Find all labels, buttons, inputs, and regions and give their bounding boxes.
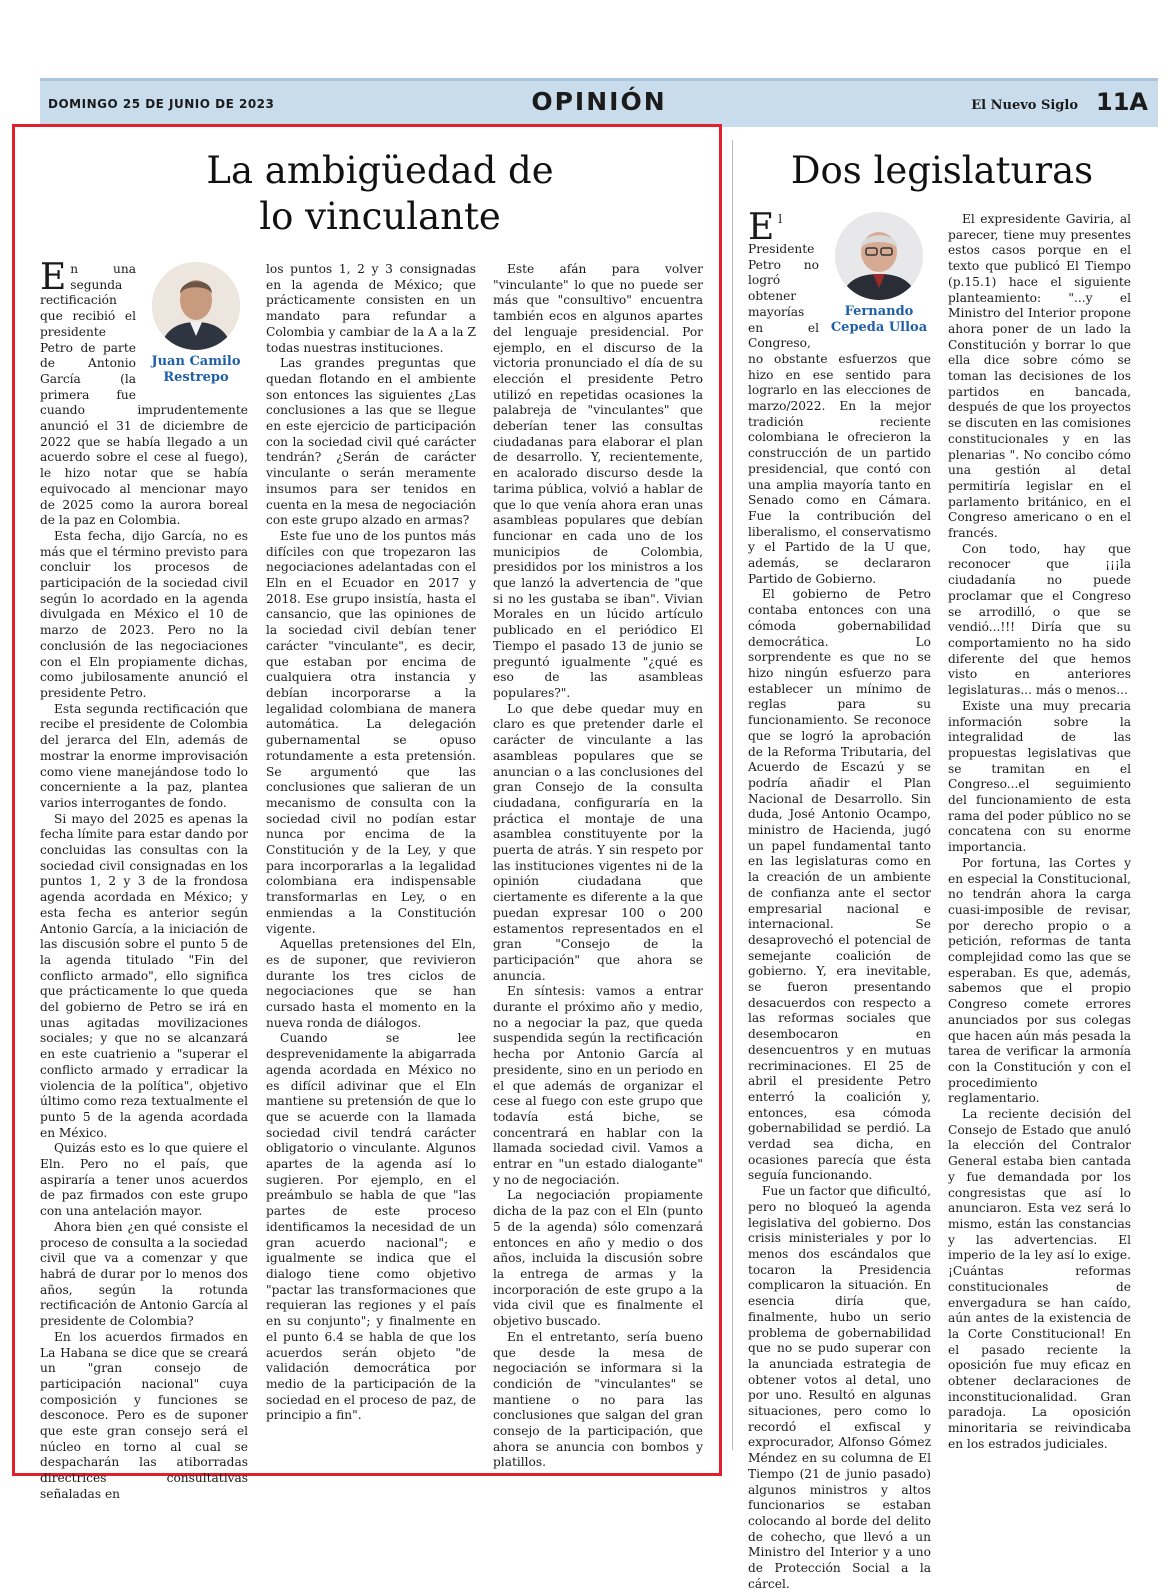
article1-title-line2: lo vinculante <box>259 195 501 239</box>
page-header-banner <box>40 78 1158 127</box>
article2-author-box <box>827 212 931 336</box>
article1-paragraph: Las grandes preguntas que quedan flotando en el ambiente son entonces las siguientes ¿Las conclusiones a las que se llegue en este ejercicio de participación con la sociedad civil qué carácter tendrán? ¿Serán de carácter vinculante o serán meramente insumos para ser tenidos en cuenta en la mesa de negociación con este grupo alzado en armas? <box>266 356 476 528</box>
article2-paragraph: La reciente decisión del Consejo de Estado que anuló la elección del Contralor General estaba bien cantada y fue demandada por los congresistas que así lo anunciaron. Esta vez será lo mismo, están las constancias y las advertencias. El imperio de la ley así lo exige. ¡Cuántas reformas constitucionales de envergadura se han caído, aún antes de la existencia de la Corte Constitucional! En el pasado reciente la oposición fue muy eficaz en obtener declaraciones de inconstitucionalidad. Gran paradoja. La oposición minoritaria se reivindicaba en los estrados judiciales. <box>948 1107 1131 1451</box>
dropcap: E <box>748 207 775 248</box>
article2-author-name: Fernando Cepeda Ulloa <box>830 304 928 335</box>
article1-column-3 <box>493 262 703 1471</box>
article1-paragraph: Este fue uno de los puntos más difíciles con que tropezaron las negociaciones adelantadas con el Eln en el Ecuador en 2017 y 2018. Ese grupo insistía, hasta el cansancio, que las opiniones de la sociedad civil debían tener carácter "vinculante", es decir, que estaban por encima de cualquiera otra instancia y debían incorporarse a la legalidad colombiana de manera automática. La delegación gubernamental se opuso rotundamente a esta pretensión. Se argumentó que las conclusiones que salieran de un mecanismo de consulta con la sociedad civil no podían estar nunca por encima de la Constitución y de la Ley, y que para incorporarlas a la legalidad colombiana era indispensable transformarlas en Ley, o en enmiendas a la Constitución vigente. <box>266 528 476 936</box>
article1-paragraph: Este afán para volver "vinculante" lo que no puede ser más que "consultivo" encuentra también ecos en algunos apartes del lenguaje presidencial. Por ejemplo, en el discurso de la victoria pronunciado el día de su elección el presidente Petro utilizó en repetidas ocasiones la palabreja de "vinculantes" que deberían tener las consultas ciudadanas para elaborar el plan de desarrollo. Y, recientemente, en acalorado discurso desde la tarima pública, volvió a hablar de que lo que venía ahora eran unas asambleas populares que debían funcionar en cada uno de los municipios de Colombia, presididos por los ministros a los que lanzó la advertencia de "que si no les gustaba se iban". Vivian Morales en un lúcido artículo publicado en el periódico El Tiempo el pasado 13 de junio se preguntó igualmente "¿qué es eso de las asambleas populares?". <box>493 262 703 700</box>
section-title: OPINIÓN <box>531 87 667 116</box>
column-divider <box>732 140 733 1450</box>
article2-paragraph: Fue un factor que dificultó, pero no bloqueó la agenda legislativa del gobierno. Dos crisis ministeriales y por lo menos dos escándalos que tocaron la Presidencia complicaron la situación. En esencia diría que, finalmente, hubo un serio problema de gobernabilidad que no se pudo superar con la anunciada estrategia de obtener votos al detal, uno por uno. Resultó en algunas situaciones, pero como lo recordó el exfiscal y exprocurador, Alfonso Gómez Méndez en su columna de El Tiempo (21 de junio pasado) algunos ministros y altos funcionarios se estaban colocando al borde del delito de cohecho, que llevó a un Ministro del Interior y a uno de Protección Social a la cárcel. <box>748 1184 931 1591</box>
article2-paragraph: El Presidente Petro no logró obtener mayorías en el Congreso, no obstante esfuerzos que hizo en ese sentido para lograrlo en las elecciones de marzo/2022. En la mejor tradición reciente colombiana le ofrecieron la construcción de un partido presidencial, que contó con una amplia mayoría tanto en Senado como en Cámara. Fue la contribución del liberalismo, el conservatismo y el Partido de la U que, además, se declararon Partido de Gobierno. <box>748 207 931 586</box>
article1-paragraph: Esta fecha, dijo García, no es más que el término previsto para concluir los procesos de participación de la sociedad civil según lo acordado en la agenda divulgada en México el 10 de marzo de 2023. Pero no la conclusión de las negociaciones con el Eln propiamente dichas, como jubilosamente anunció el presidente Petro. <box>40 528 248 700</box>
article2-paragraph: Por fortuna, las Cortes y en especial la Constitucional, no tendrán ahora la carga cuasi-imposible de revisar, por derecho propio o a petición, reformas de tanta complejidad como las que se esperaban. Es que, además, sabemos que el propio Congreso comete errores anunciados por sus colegas que hacen aún más pesada la tarea de verificar la armonía con la Constitución y con el procedimiento reglamentario. <box>948 855 1131 1106</box>
article1-paragraph: En síntesis: vamos a entrar durante el próximo año y medio, no a negociar la paz, que queda suspendida según la rectificación hecha por Antonio García al presidente, sino en un periodo en el que además de organizar el cese al fuego con este grupo que todavía está biche, se concentrará en hablar con la llamada sociedad civil. Vamos a entrar en "un estado dialogante" y no de negociación. <box>493 984 703 1187</box>
article2-paragraph: Existe una muy precaria información sobre la integralidad de las propuestas legislativas que se tramitan en el Congreso...el seguimiento del funcionamiento de esta rama del poder público no se concatena con su enorme importancia. <box>948 698 1131 855</box>
article1-column-2 <box>266 262 476 1424</box>
article1-paragraph: Aquellas pretensiones del Eln, es de suponer, que revivieron durante los tres ciclos de negociaciones que se han cursado hasta el momento en la nueva ronda de diálogos. <box>266 937 476 1030</box>
article1-paragraph: Ahora bien ¿en qué consiste el proceso de consulta a la sociedad civil que va a comenzar y que habrá de durar por lo menos dos años, según la rotunda rectificación de Antonio García al presidente de Colombia? <box>40 1219 248 1329</box>
article1-paragraph: Esta segunda rectificación que recibe el presidente de Colombia del jerarca del Eln, además de mostrar la enorme improvisación como viene manejándose todo lo concerniente a la paz, plantea varios interrogantes de fondo. <box>40 701 248 810</box>
article2-title: Dos legislaturas <box>790 149 1094 192</box>
article1-author-box <box>144 262 248 386</box>
article2-paragraph: El gobierno de Petro contaba entonces con una cómoda gobernabilidad democrática. Lo sorprendente es que no se hizo ningún esfuerzo para establecer un mínimo de reglas para su funcionamiento. Se reconoce que se logró la aprobación de la Reforma Tributaria, del Acuerdo de Escazú y se podría añadir el Plan Nacional de Desarrollo. Sin duda, José Antonio Ocampo, ministro de Hacienda, jugó un papel fundamental tanto en las legislaturas como en la creación de un ambiente de confianza ante el sector empresarial nacional e internacional. Se desaprovechó el potencial de semejante coalición de gobierno. Y, era inevitable, se fueron presentando desacuerdos con respecto a las reformas sociales que desembocaron en desencuentros y en mutuas recriminaciones. El 25 de abril el presidente Petro enterró la coalición y, entonces, esa cómoda gobernabilidad se perdió. La verdad sea dicha, en ocasiones parecía que ésta seguía funcionando. <box>748 587 931 1183</box>
author-portrait-icon <box>152 262 240 350</box>
article2-author-photo <box>835 212 923 300</box>
article1-title <box>40 148 720 241</box>
dropcap: E <box>40 257 67 298</box>
article2-paragraph: El expresidente Gaviria, al parecer, tiene muy presentes estos casos porque en el texto que publicó El Tiempo (p.15.1) hace el siguiente planteamiento: "...y el Ministro del Interior propone ahora poner de un lado la Constitución y borrar lo que ella dice sobre cómo se toman las decisiones de los partidos en bancada, después de que los proyectos se discuten en las comisiones constitucionales y en las plenarias ". No concibo cómo una gestión al detal permitiría legislar en el parlamento británico, en el Congreso americano o en el francés. <box>948 212 1131 541</box>
article2-column-1 <box>748 207 931 1592</box>
article1-paragraph: Quizás esto es lo que quiere el Eln. Pero no el país, que aspiraría a tener unos acuerdos de paz firmados con este grupo con una antelación mayor. <box>40 1141 248 1219</box>
article1-paragraph: Si mayo del 2025 es apenas la fecha límite para estar dando por concluidas las consultas con la sociedad civil consignadas en los puntos 1, 2 y 3 de la frondosa agenda acordada en México; y esta fecha es anterior según Antonio García, a la iniciación de las discusión sobre el punto 5 de la agenda titulado "Fin del conflicto armado", ello significa que prácticamente lo que queda del gobierno de Petro se irá en unas agitadas movilizaciones sociales; y que no se alcanzará en este cuatrienio a "superar el conflicto armado y erradicar la violencia de la política", objetivo último como reza textualmente el punto 5 de la agenda acordada en México. <box>40 811 248 1140</box>
article1-column-1 <box>40 257 248 1503</box>
edition-date: DOMINGO 25 DE JUNIO DE 2023 <box>48 97 275 111</box>
publication-name: El Nuevo Siglo <box>971 98 1078 113</box>
article1-paragraph: En el entretanto, sería bueno que desde la mesa de negociación se informara si la condición de "vinculantes" se mantiene o no para las conclusiones que salgan del gran consejo de la participación, que ahora se anuncia con bombos y platillos. <box>493 1329 703 1470</box>
author-portrait-icon <box>835 212 923 300</box>
article1-author-photo <box>152 262 240 350</box>
article1-paragraph: En una segunda rectificación que recibió el presidente Petro de parte de Antonio García (la primera fue cuando imprudentemente anunció el 31 de diciembre de 2022 que se había llegado a un acuerdo sobre el cese al fuego), le hizo notar que se había equivocado al mencionar mayo de 2025 como la aurora boreal de la paz en Colombia. <box>40 257 248 528</box>
article1-paragraph: Cuando se lee desprevenidamente la abigarrada agenda acordada en México no es difícil adivinar que el Eln mantiene su pretensión de que lo que se acuerde con la llamada sociedad civil tendrá carácter obligatorio o vinculante. Algunos apartes de la agenda así lo sugieren. Por ejemplo, en el preámbulo se habla de que "las partes de este proceso identificamos la necesidad de un gran acuerdo nacional"; e igualmente se indica que el dialogo tiene como objetivo "pactar las transformaciones que requieran las regiones y el país en su conjunto"; y finalmente en el punto 6.4 se habla de que los acuerdos serán objeto "de validación democrática por medio de la participación de la sociedad en el proceso de paz, de principio a fin". <box>266 1031 476 1423</box>
article1-author-name: Juan Camilo Restrepo <box>151 354 241 385</box>
article1-title-line1: La ambigüedad de <box>206 149 554 192</box>
article1-paragraph: Lo que debe quedar muy en claro es que pretender darle el carácter de vinculante a las asambleas populares que se anuncian o a las conclusiones del gran Consejo de la consulta ciudadana, configuraría en la práctica el montaje de una asamblea constituyente por la puerta de atrás. Y sin respeto por las instituciones vigentes ni de la opinión ciudadana que ciertamente es diferente a la que puedan expresar 100 o 200 estamentos representados en el gran "Consejo de la participación" que ahora se anuncia. <box>493 701 703 983</box>
article1-paragraph: los puntos 1, 2 y 3 consignadas en la agenda de México; que prácticamente consisten en un mandato para refundar a Colombia y cambiar de la A a la Z todas nuestras instituciones. <box>266 262 476 355</box>
article2-column-2 <box>948 212 1131 1453</box>
article2-paragraph: Con todo, hay que reconocer que ¡¡¡la ciudadanía no puede proclamar que el Congreso se arrodilló, o que se vendió...!!! Diría que su comportamiento no ha sido diferente del que hemos visto en anteriores legislaturas... más o menos... <box>948 541 1131 698</box>
page-number: 11A <box>1096 88 1148 116</box>
article1-paragraph: La negociación propiamente dicha de la paz con el Eln (punto 5 de la agenda) sólo comenzará entonces en año y medio o dos años, incluida la discusión sobre la entrega de armas y la incorporación de este grupo a la vida civil que es finalmente el objetivo buscado. <box>493 1188 703 1329</box>
article1-paragraph: En los acuerdos firmados en La Habana se dice que se creará un "gran consejo de participación nacional" cuya composición y funciones se desconoce. Pero es de suponer que este gran consejo será el núcleo en torno al cual se despacharán las atiborradas directrices consultativas señaladas en <box>40 1329 248 1501</box>
